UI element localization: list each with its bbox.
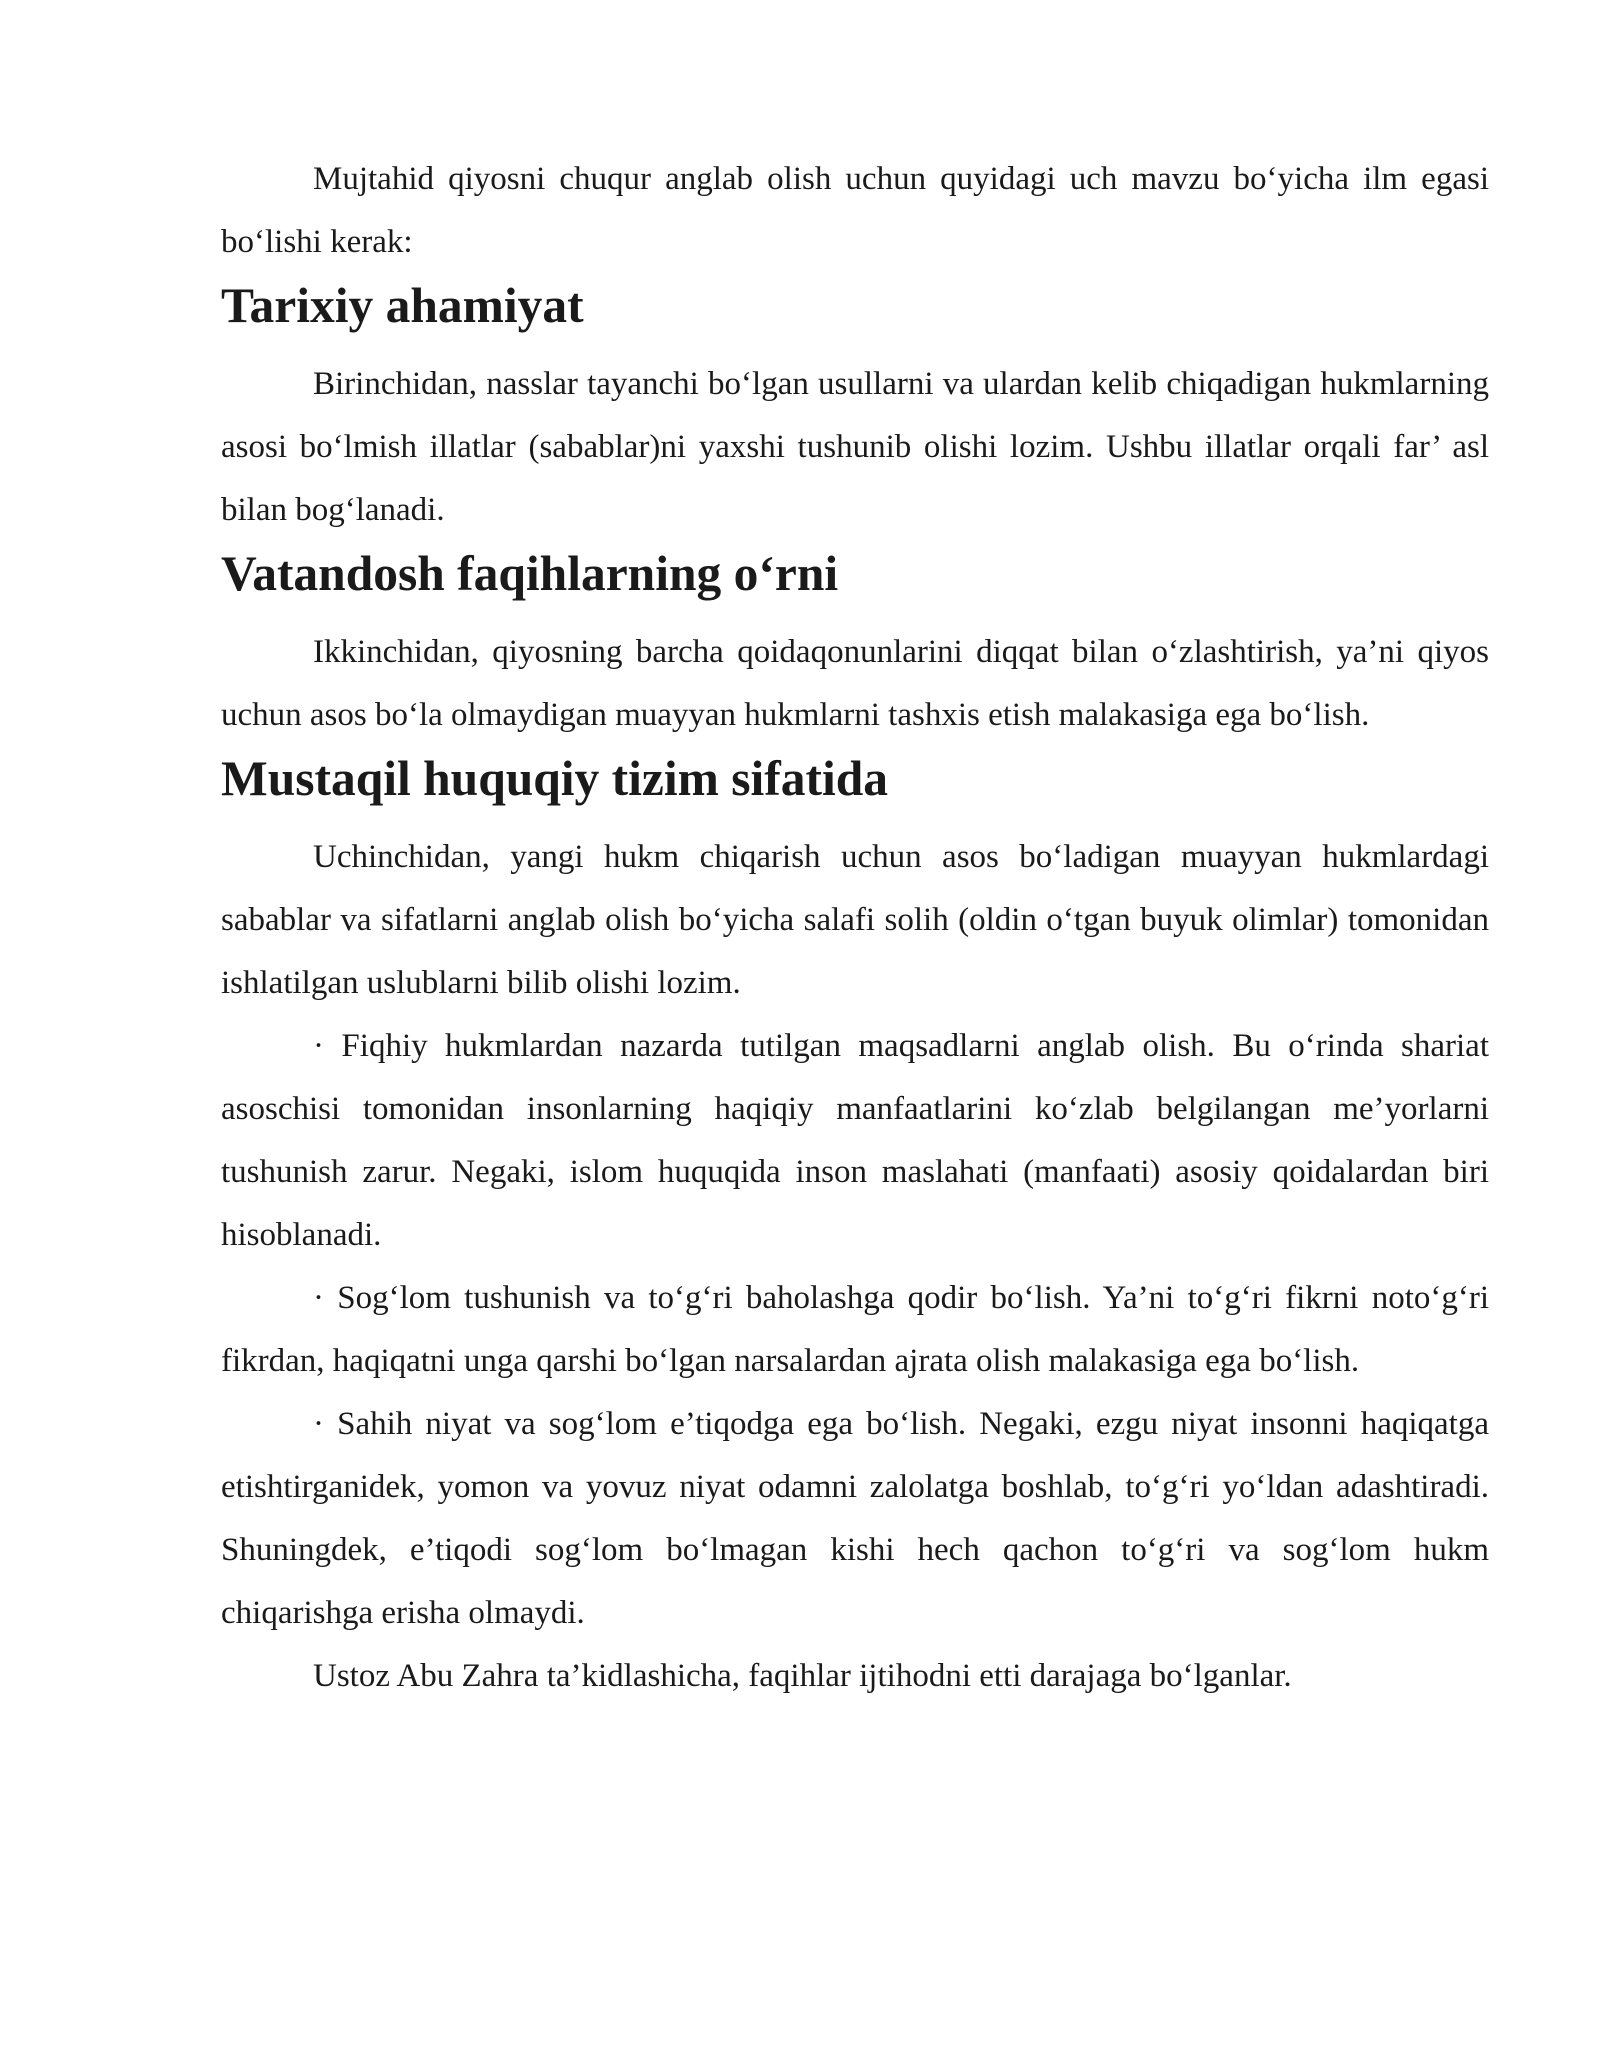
section-paragraph-ikkinchidan: Ikkinchidan, qiyosning barcha qoidaqonunlarini diqqat bilan o‘zlashtirish, ya’ni qiyos uchun asos bo‘la olmaydigan muayyan hukmlarni tashxis etish malakasiga ega bo‘lish. [221, 634, 1489, 733]
section-paragraph-birinchidan: Birinchidan, nasslar tayanchi bo‘lgan usullarni va ulardan kelib chiqadigan hukmlarning asosi bo‘lmish illatlar (sabablar)ni yaxshi tushunib olishi lozim. Ushbu illatlar orqali far’ asl bilan bog‘lanadi. [221, 366, 1489, 528]
section-heading-tarixiy: Tarixiy ahamiyat [221, 278, 584, 333]
section-paragraph-uchinchidan: Uchinchidan, yangi hukm chiqarish uchun asos bo‘ladigan muayyan hukmlardagi sabablar va sifatlarni anglab olish bo‘yicha salafi solih (oldin o‘tgan buyuk olimlar) tomonidan ishlatilgan uslublarni bilib olishi lozim. [221, 839, 1489, 1001]
section-heading-vatandosh: Vatandosh faqihlarning o‘rni [221, 546, 839, 601]
intro-paragraph: Mujtahid qiyosni chuqur anglab olish uchun quyidagi uch mavzu bo‘yicha ilm egasi bo‘lishi kerak: [221, 161, 1489, 260]
closing-paragraph: Ustoz Abu Zahra ta’kidlashicha, faqihlar ijtihodni etti darajaga bo‘lganlar. [313, 1658, 1292, 1694]
section-heading-mustaqil: Mustaqil huquqiy tizim sifatida [221, 751, 889, 806]
bullet-paragraph-sahih: · Sahih niyat va sog‘lom e’tiqodga ega bo‘lish. Negaki, ezgu niyat insonni haqiqatga etishtirganidek, yomon va yovuz niyat odamni zalolatga boshlab, to‘g‘ri yo‘ldan adashtiradi. Shuningdek, e’tiqodi sog‘lom bo‘lmagan kishi hech qachon to‘g‘ri va sog‘lom hukm chiqarishga erisha olmaydi. [221, 1406, 1489, 1631]
document-page [221, 148, 1489, 1708]
bullet-paragraph-fiqhiy: · Fiqhiy hukmlardan nazarda tutilgan maqsadlarni anglab olish. Bu o‘rinda shariat asoschisi tomonidan insonlarning haqiqiy manfaatlarini ko‘zlab belgilangan me’yorlarni tushunish zarur. Negaki, islom huquqida inson maslahati (manfaati) asosiy qoidalardan biri hisoblanadi. [221, 1028, 1489, 1253]
bullet-paragraph-soglom: · Sog‘lom tushunish va to‘g‘ri baholashga qodir bo‘lish. Ya’ni to‘g‘ri fikrni noto‘g‘ri fikrdan, haqiqatni unga qarshi bo‘lgan narsalardan ajrata olish malakasiga ega bo‘lish. [221, 1280, 1489, 1379]
